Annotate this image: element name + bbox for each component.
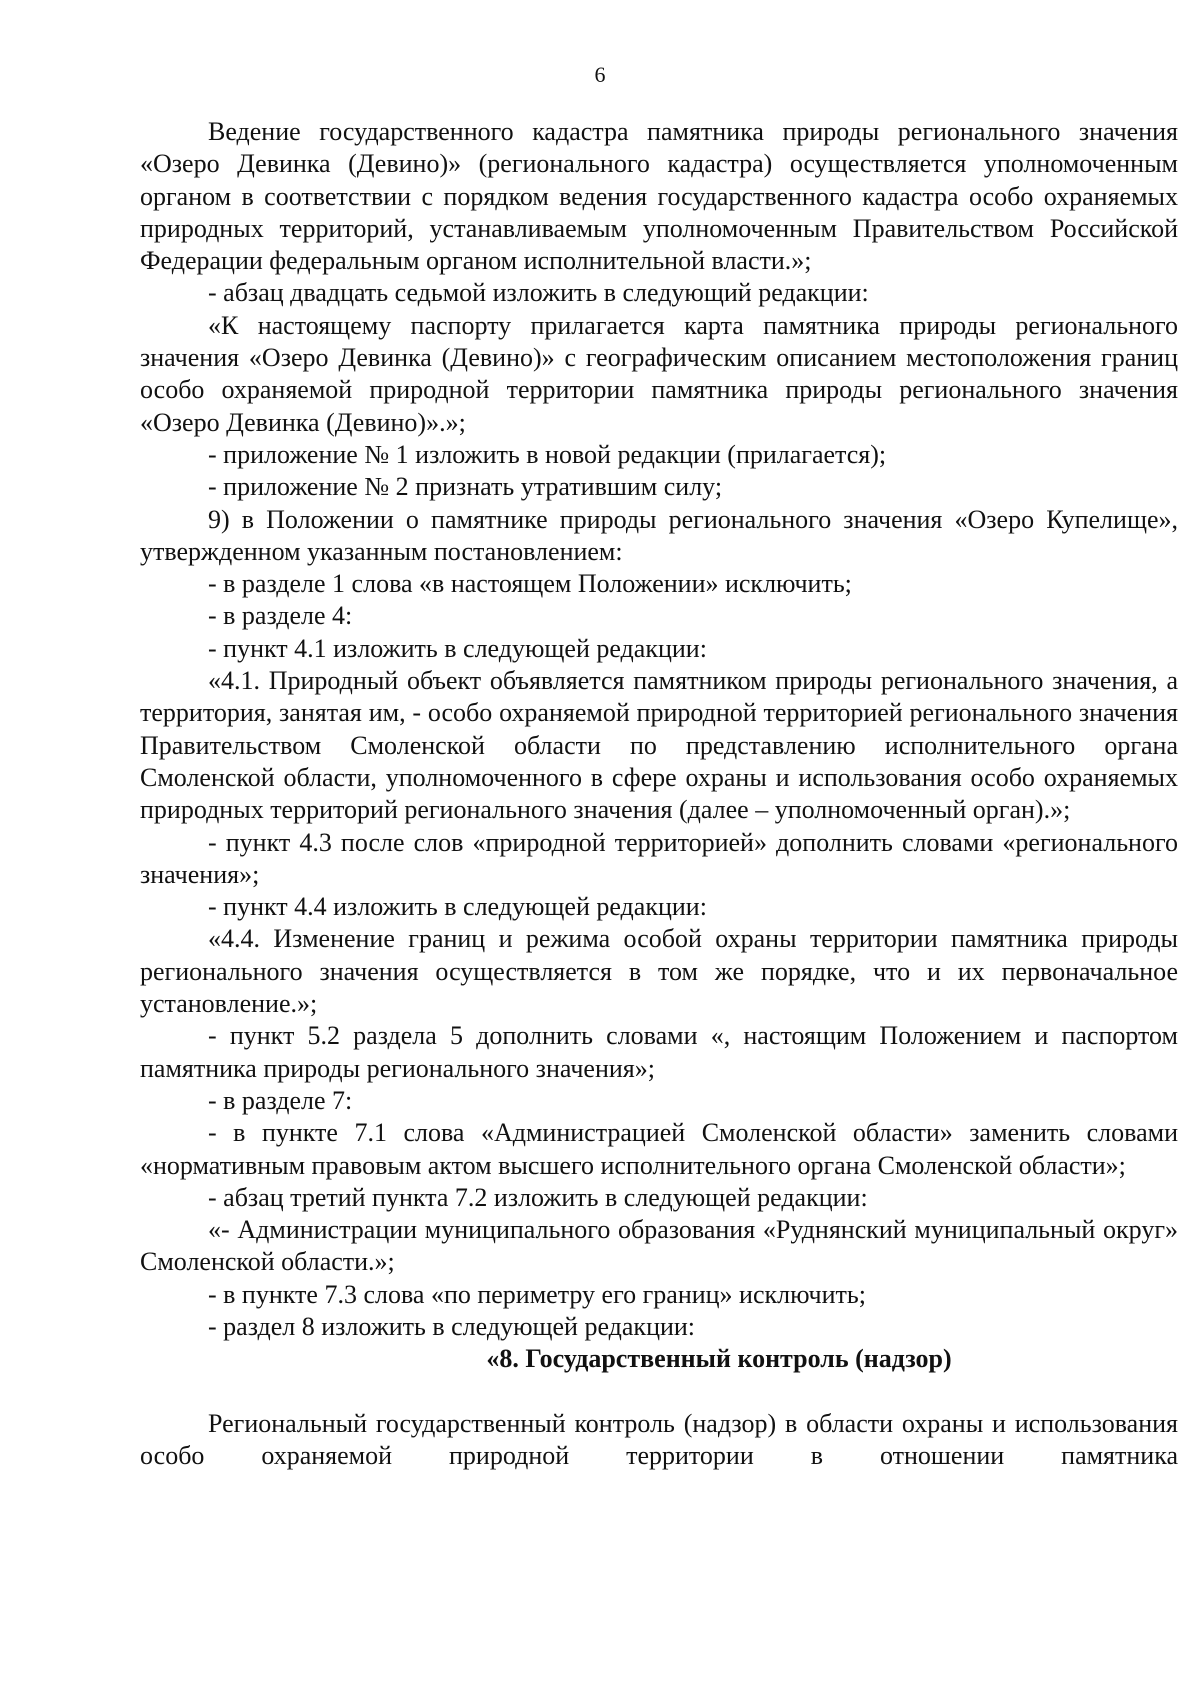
paragraph: - в пункте 7.3 слова «по периметру его границ» исключить; [208, 1279, 866, 1309]
paragraph: Региональный государственный контроль (надзор) в области охраны и использования особо охраняемой природной территории в отношении памятника [140, 1408, 1178, 1470]
paragraph: - абзац третий пункта 7.2 изложить в следующей редакции: [208, 1182, 868, 1212]
heading-spacer [140, 1376, 1178, 1408]
paragraph: «К настоящему паспорту прилагается карта памятника природы регионального значения «Озеро Девинка (Девино)» с географическим описанием местоположения границ особо охраняемой природной территории памятника природы регионального значения «Озеро Девинка (Девино)».»; [140, 310, 1178, 437]
section-heading: «8. Государственный контроль (надзор) [486, 1344, 952, 1374]
paragraph: - пункт 4.1 изложить в следующей редакции: [208, 633, 707, 663]
paragraph: - пункт 4.4 изложить в следующей редакции: [208, 892, 707, 922]
paragraph: - пункт 4.3 после слов «природной территорией» дополнить словами «регионального значения»; [140, 827, 1178, 889]
paragraph: 9) в Положении о памятнике природы регионального значения «Озеро Купелище», утвержденном указанным постановлением: [140, 504, 1178, 566]
paragraph: «4.1. Природный объект объявляется памятником природы регионального значения, а территория, занятая им, - особо охраняемой природной территорией регионального значения Правительством Смоленской области по представлению исполнительного органа Смоленской области, уполномоченного в сфере охраны и использования особо охраняемых природных территорий регионального значения (далее – уполномоченный орган).»; [140, 666, 1178, 825]
paragraph: - абзац двадцать седьмой изложить в следующий редакции: [208, 278, 869, 308]
paragraph: «- Администрации муниципального образования «Руднянский муниципальный округ» Смоленской области.»; [140, 1215, 1178, 1277]
paragraph: «4.4. Изменение границ и режима особой охраны территории памятника природы регионального значения осуществляется в том же порядке, что и их первоначальное установление.»; [140, 924, 1178, 1019]
paragraph: - пункт 5.2 раздела 5 дополнить словами «, настоящим Положением и паспортом памятника природы регионального значения»; [140, 1021, 1178, 1083]
paragraph: - в разделе 4: [208, 601, 353, 631]
paragraph: - в разделе 1 слова «в настоящем Положении» исключить; [208, 569, 852, 599]
paragraph: - в разделе 7: [208, 1085, 353, 1115]
paragraph: - раздел 8 изложить в следующей редакции: [208, 1311, 696, 1341]
page-number: 6 [594, 62, 606, 87]
paragraph: Ведение государственного кадастра памятника природы регионального значения «Озеро Девинка (Девино)» (регионального кадастра) осуществляется уполномоченным органом в соответствии с порядком ведения государственного кадастра особо охраняемых природных территорий, устанавливаемым уполномоченным Правительством Российской Федерации федеральным органом исполнительной власти.»; [140, 117, 1178, 276]
paragraph: - в пункте 7.1 слова «Администрацией Смоленской области» заменить словами «нормативным правовым актом высшего исполнительного органа Смоленской области»; [140, 1118, 1178, 1180]
document-body [140, 116, 1178, 1472]
paragraph: - приложение № 1 изложить в новой редакции (прилагается); [208, 439, 887, 469]
paragraph: - приложение № 2 признать утратившим силу; [208, 472, 723, 502]
